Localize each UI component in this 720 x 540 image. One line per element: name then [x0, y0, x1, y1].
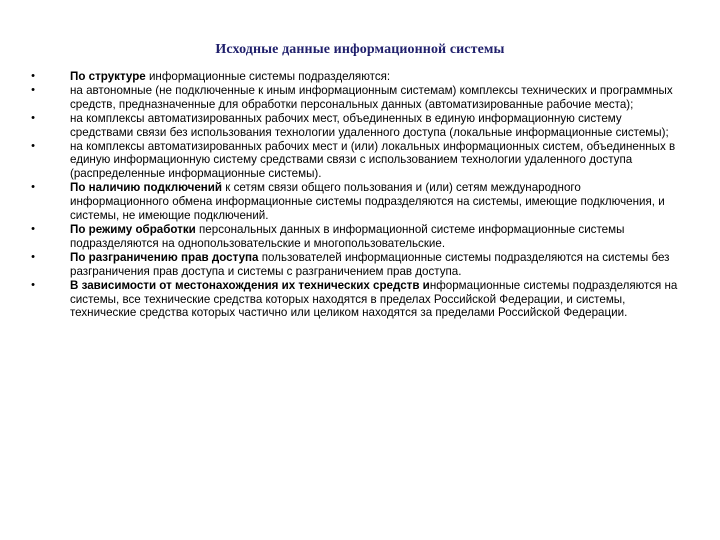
list-item: [28, 70, 678, 84]
bullet-icon: •: [31, 70, 35, 82]
bullet-icon: •: [31, 181, 35, 194]
item-text: на комплексы автоматизированных рабочих мест и (или) локальных информационных систем, объединенных в единую информационную систему средствами связи с использованием технологии удаленного доступа (распределенные информационные системы).: [70, 139, 676, 181]
bullet-icon: •: [31, 111, 35, 124]
bullet-list: [28, 70, 678, 320]
bullet-icon: •: [31, 83, 35, 96]
list-item: [28, 84, 678, 112]
item-text: к сетям связи общего пользования и (или) сетям международного информационного обмена информационные системы подразделяются на системы, имеющие подключения, и системы, не имеющие подключений.: [70, 181, 665, 223]
list-item: [28, 140, 678, 182]
bullet-icon: •: [31, 222, 35, 235]
item-text: на комплексы автоматизированных рабочих мест, объединенных в единую информационную систему средствами связи без использования технологии удаленного доступа (локальные информационные системы);: [70, 111, 669, 139]
bullet-icon: •: [31, 278, 35, 291]
list-item: [28, 223, 678, 251]
slide-title: Исходные данные информационной системы: [215, 42, 505, 57]
bullet-icon: •: [31, 139, 35, 152]
list-item: [28, 181, 678, 223]
item-lead: По наличию подключений: [70, 181, 223, 195]
list-item: [28, 279, 678, 321]
item-text: персональных данных в информационной системе информационные системы подразделяются на однопользовательские и многопользовательские.: [70, 222, 625, 250]
list-item: [28, 112, 678, 140]
item-text: информационные системы подразделяются:: [145, 70, 391, 83]
item-text: нформационные системы подразделяются на системы, все технические средства которых находятся в пределах Российской Федерации, и системы, технические средства которых частично или целиком находятся за пределами Российской Федерации.: [70, 278, 678, 320]
item-lead: В зависимости от местонахождения их технических средств и: [70, 278, 430, 292]
item-lead: По структуре: [70, 70, 146, 83]
item-text: пользователей информационные системы подразделяются на системы без разграничения прав доступа и системы с разграничением прав доступа.: [70, 250, 670, 278]
item-text: на автономные (не подключенные к иным информационным системам) комплексы технических и программных средств, предназначенные для обработки персональных данных (автоматизированные рабочие места);: [70, 83, 673, 111]
item-lead: По разграничению прав доступа: [70, 250, 259, 264]
bullet-icon: •: [31, 250, 35, 263]
item-lead: По режиму обработки: [70, 222, 196, 236]
list-item: [28, 251, 678, 279]
